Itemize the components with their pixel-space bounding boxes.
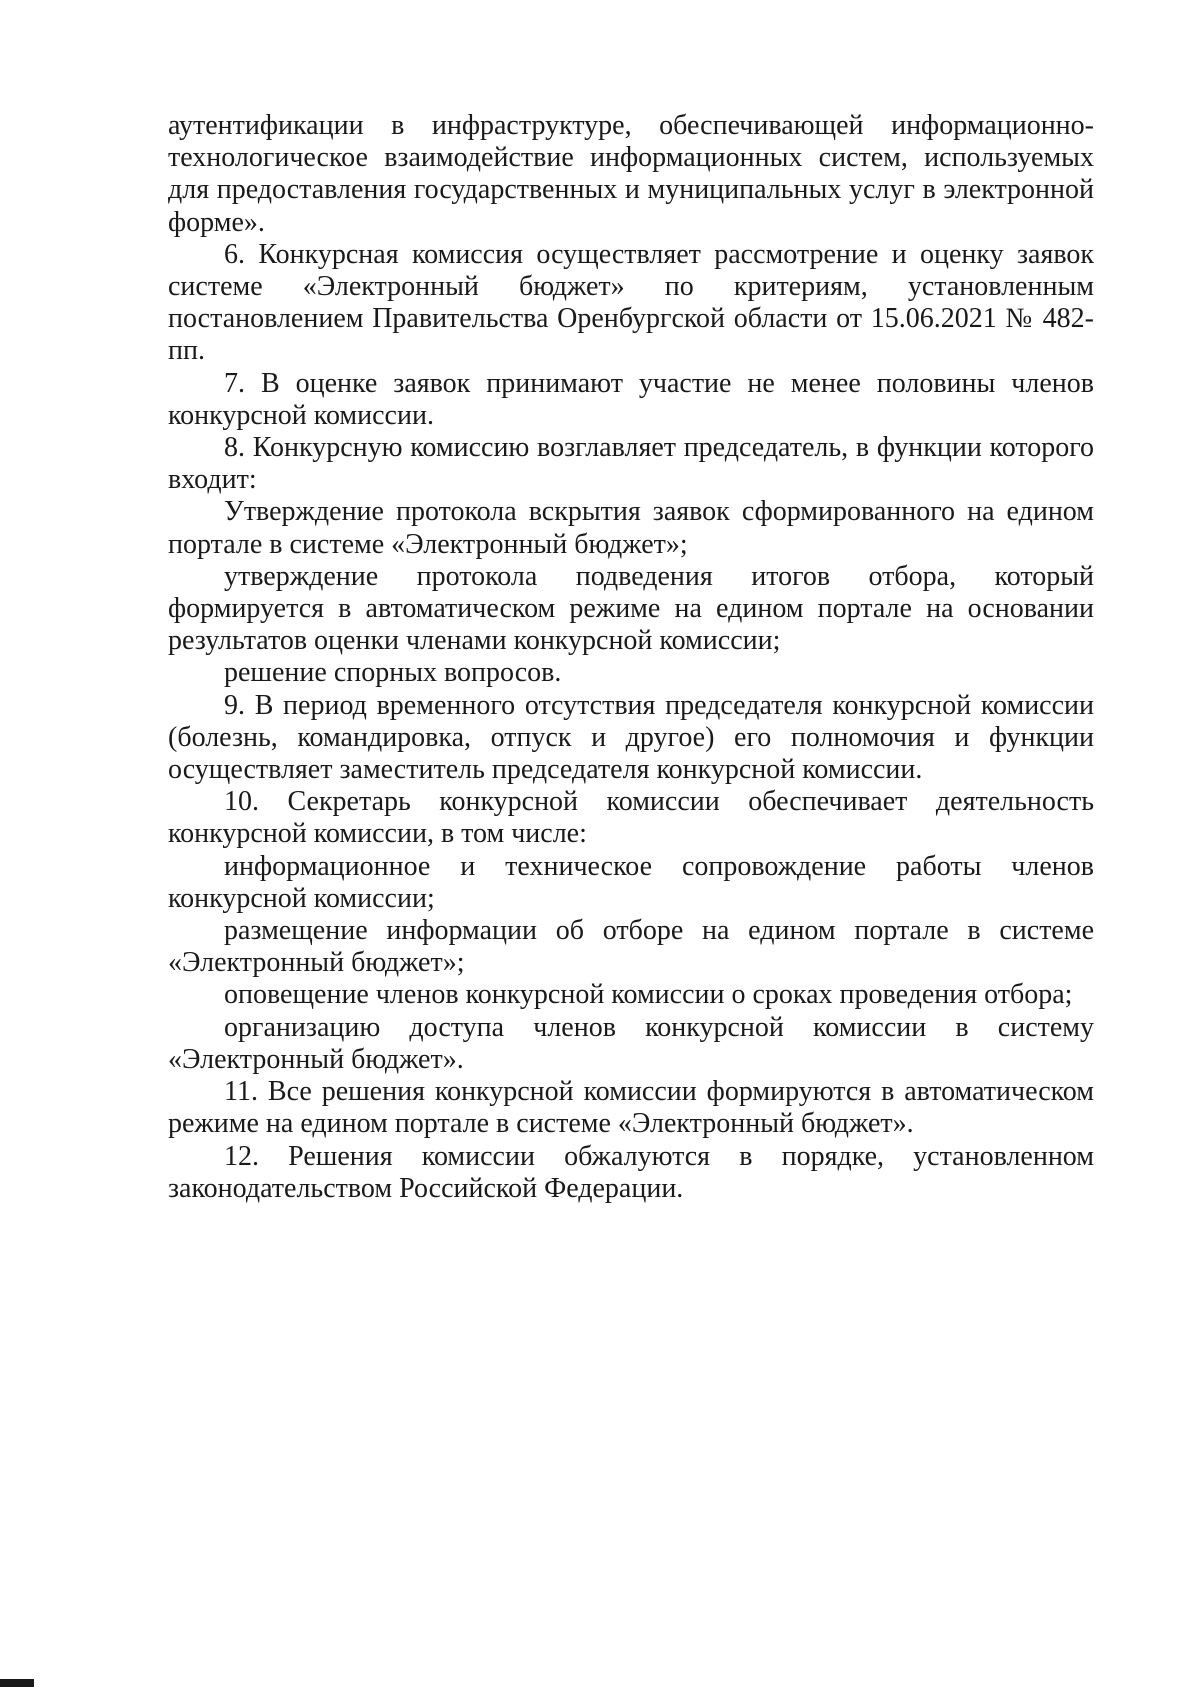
paragraph-12: 12. Решения комиссии обжалуются в порядке, установленном законодательством Российской Федерации. [168,1140,1094,1204]
paragraph-10-item-3: оповещение членов конкурсной комиссии о сроках проведения отбора; [224,979,1073,1011]
paragraph-10-item-4: организацию доступа членов конкурсной комиссии в систему «Электронный бюджет». [168,1011,1094,1075]
paragraph-7: 7. В оценке заявок принимают участие не менее половины членов конкурсной комиссии. [168,367,1094,431]
paragraph-11: 11. Все решения конкурсной комиссии формируются в автоматическом режиме на едином портале в системе «Электронный бюджет». [168,1076,1094,1140]
paragraph-8-item-3: решение спорных вопросов. [224,657,562,689]
paragraph-10: 10. Секретарь конкурсной комиссии обеспечивает деятельность конкурсной комиссии, в том числе: [168,786,1094,850]
paragraph-9: 9. В период временного отсутствия председателя конкурсной комиссии (болезнь, командировка, отпуск и другое) его полномочия и функции осуществляет заместитель председателя конкурсной комиссии. [168,689,1094,786]
paragraph-8: 8. Конкурсную комиссию возглавляет председатель, в функции которого входит: [168,432,1094,496]
paragraph-10-item-2: размещение информации об отборе на едином портале в системе «Электронный бюджет»; [168,915,1094,979]
paragraph-8-item-2: утверждение протокола подведения итогов отбора, который формируется в автоматическом режиме на едином портале на основании результатов оценки членами конкурсной комиссии; [168,560,1094,657]
document-body [168,110,1094,1205]
paragraph-10-item-1: информационное и техническое сопровождение работы членов конкурсной комиссии; [168,850,1094,914]
scan-edge-mark [0,1679,34,1687]
paragraph-6: 6. Конкурсная комиссия осуществляет рассмотрение и оценку заявок системе «Электронный бюджет» по критериям, установленным постановлением Правительства Оренбургской области от 15.06.2021 № 482-пп. [168,238,1094,367]
paragraph-8-item-1: Утверждение протокола вскрытия заявок сформированного на едином портале в системе «Электронный бюджет»; [168,496,1094,560]
paragraph-continuation: аутентификации в инфраструктуре, обеспечивающей информационно-технологическое взаимодействие информационных систем, используемых для предоставления государственных и муниципальных услуг в электронной форме». [168,110,1094,238]
